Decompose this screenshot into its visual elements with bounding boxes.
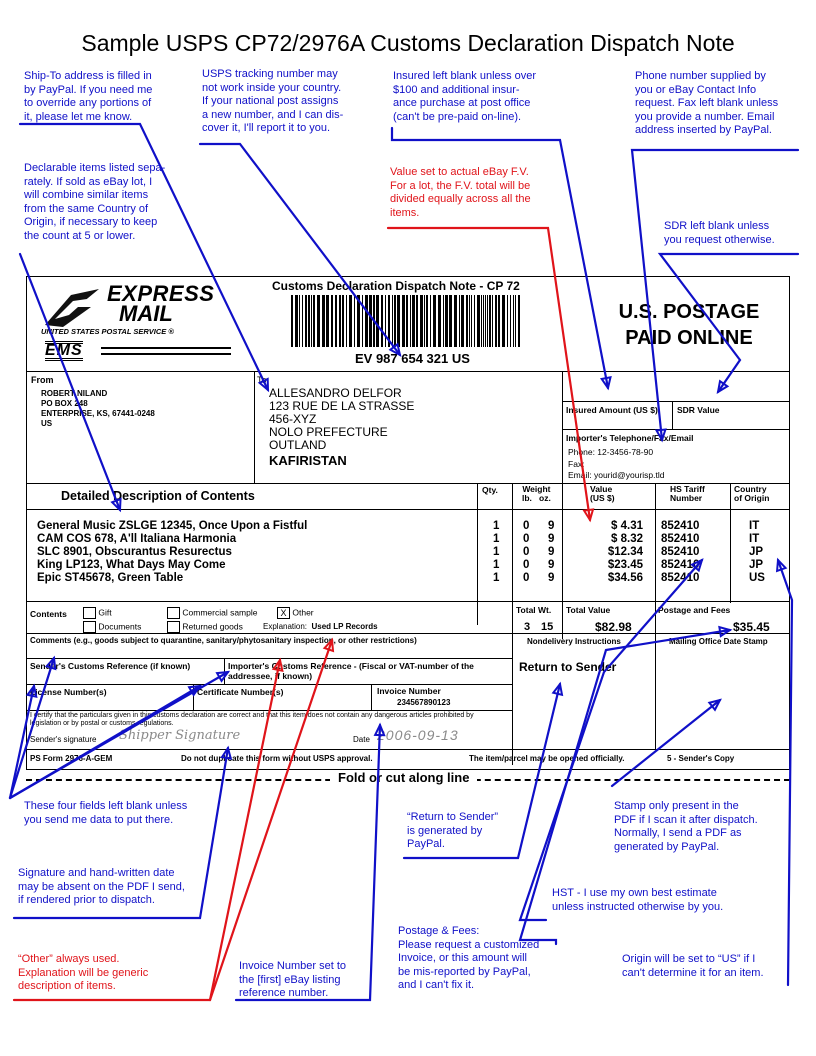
cell-lb: 0 — [523, 559, 530, 571]
cell-value: $34.56 — [607, 572, 643, 584]
opened-officially: The item/parcel may be opened officially. — [469, 754, 625, 763]
text-line: generated by PayPal. — [614, 840, 720, 853]
other-label: Other — [292, 607, 314, 618]
cell-value: $23.45 — [607, 559, 643, 571]
cell-country: IT — [749, 520, 760, 532]
text-line: Insured left blank unless over — [393, 70, 537, 82]
text-line: 123 RUE DE LA STRASSE — [269, 399, 415, 413]
importer-email: Email: yourid@yourisp.tld — [568, 470, 665, 480]
blue-arrows — [10, 124, 798, 1000]
text-line: 456-XYZ — [269, 412, 317, 426]
cell-country: JP — [749, 559, 764, 571]
form-header-title: Customs Declaration Dispatch Note - CP 72 — [272, 279, 520, 293]
postage-fees-label: Postage and Fees — [658, 605, 731, 615]
cell-value: $12.34 — [607, 546, 643, 558]
cell-hs: 852410 — [661, 520, 700, 532]
explanation-value: Used LP Records — [311, 622, 378, 631]
invoice-number: 234567890123 — [397, 698, 451, 707]
cell-lb: 0 — [523, 533, 530, 545]
table-row: CAM COS 678, A'll Italiana Harmonia — [37, 533, 237, 545]
importer-ref-label: Importer's Customs Reference - (Fiscal or VAT-number of the addressee, if known) — [228, 661, 474, 681]
invoice-label: Invoice Number — [377, 686, 441, 696]
signature-value: Shipper Signature — [119, 728, 241, 743]
sender-ref-label: Sender's Customs Reference (if known) — [30, 661, 191, 671]
text-line: reference number. — [239, 987, 329, 999]
text-line: request. Fax left blank unless — [635, 97, 779, 109]
text-line: Please request a customized — [398, 938, 540, 951]
text-line: Invoice, or this amount will — [398, 952, 527, 964]
cell-qty: 1 — [493, 520, 500, 532]
total-lb: 3 — [524, 621, 531, 633]
arrow-value — [388, 228, 590, 520]
text-line: be mis-reported by PayPal, — [398, 965, 531, 978]
text-line: and I can't fix it. — [398, 979, 475, 991]
total-value-label: Total Value — [566, 605, 611, 615]
col-hs-sub: Number — [670, 493, 703, 503]
text-line: you send me data to put there. — [24, 813, 174, 826]
text-line: PDF if I scan it after dispatch. — [614, 813, 758, 826]
date-value: 2006-09-13 — [377, 727, 459, 743]
text-line: a new number, and I can dis- — [202, 108, 344, 121]
text-line: (can't be pre-paid on-line). — [393, 110, 522, 123]
cell-lb: 0 — [523, 572, 530, 584]
col-oz: oz. — [539, 493, 551, 503]
arrow-declarable — [20, 254, 120, 510]
text-line: address inserted by PayPal. — [635, 124, 772, 136]
comments-label: Comments (e.g., goods subject to quarantine, sanitary/phytosanitary inspection, or other restrictions) — [30, 636, 417, 645]
text-line: Normally, I send a PDF as — [614, 827, 742, 839]
text-line: description of items. — [18, 980, 116, 992]
arrow-stamp — [612, 700, 720, 786]
cell-qty: 1 — [493, 559, 500, 571]
fold-label: Fold or cut along line — [330, 770, 477, 785]
text-line: Explanation will be generic — [18, 966, 149, 979]
text-line: Declarable items listed sepa- — [24, 162, 166, 174]
explanation-label: Explanation: — [263, 622, 308, 631]
mailing-label: Mailing Office Date Stamp — [669, 637, 768, 646]
to-country: KAFIRISTAN — [269, 453, 347, 468]
text-line: Origin, if necessary to keep — [24, 216, 158, 228]
cell-oz: 9 — [548, 572, 555, 584]
cell-value: $ 8.32 — [611, 533, 643, 545]
col-value-title: Value — [590, 484, 613, 494]
logo-usps: UNITED STATES POSTAL SERVICE ® — [41, 327, 174, 336]
red-arrows — [14, 228, 593, 1000]
text-line: For a lot, the F.V. total will be — [390, 179, 531, 192]
logo-mail: MAIL — [119, 301, 173, 326]
text-line: USPS tracking number may — [202, 68, 338, 80]
cell-qty: 1 — [493, 572, 500, 584]
text-line: not work inside your country. — [202, 81, 342, 94]
arrow-other — [14, 640, 332, 1000]
text-line: Invoice Number set to — [239, 960, 346, 972]
text-line: to override any portions of — [24, 97, 152, 109]
text-line: by PayPal. If you need me — [24, 83, 153, 96]
arrow-return-sender — [404, 684, 560, 858]
cell-oz: 9 — [548, 520, 555, 532]
text-line: Value set to actual eBay F.V. — [390, 166, 529, 178]
text-line: Stamp only present in the — [614, 800, 739, 812]
postage-line-2: PAID ONLINE — [625, 327, 753, 349]
col-country-title: Country — [734, 484, 767, 494]
importer-phone: Phone: 12-3456-78-90 — [568, 447, 654, 457]
table-row: SLC 8901, Obscurantus Resurectus — [37, 546, 232, 558]
arrow-four-3 — [10, 686, 34, 798]
text-line: from the same Country of — [24, 202, 149, 215]
to-label: To — [257, 375, 267, 385]
text-line: ROBERT NILAND — [41, 389, 108, 398]
arrow-signature — [14, 748, 228, 918]
text-line: items. — [390, 206, 420, 219]
table-row: General Music ZSLGE 12345, Once Upon a Fistful — [37, 520, 308, 532]
total-weight-label: Total Wt. — [516, 605, 552, 615]
cell-oz: 9 — [548, 533, 555, 545]
certify-text: I certify that the particulars given in this customs declaration are correct and that this item does not contain any dangerous articles prohibited by legislation or by postal or customs regulations. — [30, 712, 474, 727]
text-line: the [first] eBay listing — [239, 973, 341, 986]
col-value-sub: (US $) — [590, 493, 615, 503]
returned-label: Returned goods — [182, 621, 243, 632]
cell-lb: 0 — [523, 546, 530, 558]
col-lb: lb. — [522, 493, 532, 503]
text-line: Origin will be set to “US” if I — [622, 953, 756, 965]
contents-label: Contents — [30, 609, 67, 619]
arrowhead — [112, 499, 120, 510]
cell-value: $ 4.31 — [611, 520, 643, 532]
documents-label: Documents — [98, 621, 142, 632]
cell-hs: 852410 — [661, 572, 700, 584]
text-line: is generated by — [407, 824, 483, 837]
table-row: King LP123, What Days May Come — [37, 559, 226, 571]
text-line: $100 and additional insur- — [393, 83, 520, 96]
importer-label: Importer's Telephone/Fax/Email — [566, 433, 694, 443]
from-label: From — [31, 375, 54, 385]
text-line: OUTLAND — [269, 438, 327, 452]
text-line: may be absent on the PDF I send, — [18, 880, 185, 893]
arrow-phone — [632, 150, 798, 440]
text-line: it, please let me know. — [24, 110, 133, 123]
license-label: License Number(s) — [30, 687, 107, 697]
sdr-label: SDR Value — [677, 405, 720, 415]
cell-hs: 852410 — [661, 559, 700, 571]
cell-qty: 1 — [493, 533, 500, 545]
insured-label: Insured Amount (US $) — [566, 405, 658, 415]
text-line: “Return to Sender” — [407, 811, 499, 823]
nondelivery-label: Nondelivery Instructions — [527, 637, 621, 646]
postage-line-1: U.S. POSTAGE — [618, 301, 760, 323]
text-line: If your national post assigns — [202, 95, 339, 107]
col-qty: Qty. — [482, 485, 498, 495]
text-line: PO BOX 248 — [41, 399, 88, 408]
col-description: Detailed Description of Contents — [61, 489, 255, 503]
arrow-four-4 — [10, 686, 200, 798]
arrowhead — [217, 672, 228, 681]
cell-hs: 852410 — [661, 546, 700, 558]
logo-express: EXPRESS — [107, 281, 215, 306]
col-weight-title: Weight — [522, 484, 551, 494]
do-not-duplicate: Do not duplicate this form without USPS approval. — [181, 754, 373, 763]
arrow-other-2 — [210, 660, 280, 1000]
importer-fax: Fax: — [568, 458, 585, 469]
cell-country: JP — [749, 546, 764, 558]
text-line: ALLESANDRO DELFOR — [269, 386, 402, 400]
text-line: These four fields left blank unless — [24, 800, 188, 812]
text-line: HST - I use my own best estimate — [552, 887, 717, 899]
gift-label: Gift — [98, 607, 112, 618]
text-line: Postage & Fees: — [398, 925, 480, 937]
text-line: US — [41, 419, 53, 428]
cell-oz: 9 — [548, 546, 555, 558]
text-line: you request otherwise. — [664, 233, 775, 246]
logo-ems: EMS — [45, 342, 83, 359]
col-hs-title: HS Tariff — [670, 484, 705, 494]
certificate-label: Certificate Number(s) — [197, 687, 284, 697]
total-oz: 15 — [541, 621, 554, 633]
commercial-label: Commercial sample — [182, 607, 258, 618]
signature-label: Sender's signature — [30, 735, 97, 744]
text-line: “Other” always used. — [18, 953, 120, 965]
text-line: cover it, I'll report it to you. — [202, 122, 331, 134]
other-checkbox[interactable]: X — [277, 607, 290, 619]
text-line: divided equally across all the — [390, 193, 531, 205]
text-line: SDR left blank unless — [664, 220, 770, 232]
col-country-sub: of Origin — [734, 493, 770, 503]
arrowhead — [325, 640, 333, 651]
text-line: you or eBay Contact Info — [635, 83, 757, 96]
arrowhead — [260, 379, 268, 390]
cell-oz: 9 — [548, 559, 555, 571]
senders-copy: 5 - Sender's Copy — [667, 754, 735, 763]
page-title: Sample USPS CP72/2976A Customs Declaration Dispatch Note — [81, 30, 735, 56]
text-line: ENTERPRISE, KS, 67441-0248 — [41, 409, 155, 418]
arrow-tracking — [200, 144, 400, 355]
arrowhead — [47, 658, 56, 669]
cell-lb: 0 — [523, 520, 530, 532]
ps-form: PS Form 2976-A-GEM — [30, 754, 113, 763]
arrow-origin — [778, 560, 792, 985]
text-line: ance purchase at post office — [393, 97, 531, 109]
cell-hs: 852410 — [661, 533, 700, 545]
text-line: Ship-To address is filled in — [24, 70, 152, 82]
cell-country: US — [749, 572, 765, 584]
text-line: if rendered prior to dispatch. — [18, 894, 155, 906]
text-line: Signature and hand-written date — [18, 867, 175, 879]
arrow-sdr — [660, 254, 798, 392]
text-line: Phone number supplied by — [635, 70, 766, 82]
table-row: Epic ST45678, Green Table — [37, 572, 184, 584]
text-line: will combine similar items — [24, 189, 149, 201]
arrowhead — [777, 560, 785, 571]
text-line: rately. If sold as eBay lot, I — [24, 175, 153, 188]
return-to-sender: Return to Sender — [519, 660, 617, 674]
postage-fees: $35.45 — [733, 620, 770, 634]
arrow-postage — [520, 630, 730, 944]
text-line: the count at 5 or lower. — [24, 229, 136, 242]
text-line: NOLO PREFECTURE — [269, 425, 388, 439]
cell-country: IT — [749, 533, 760, 545]
text-line: PayPal. — [407, 838, 445, 850]
text-line: unless instructed otherwise by you. — [552, 900, 724, 913]
text-line: you provide a number. Email — [635, 110, 775, 123]
cell-qty: 1 — [493, 546, 500, 558]
total-value: $82.98 — [595, 620, 632, 634]
tracking-number: EV 987 654 321 US — [355, 351, 470, 366]
date-label: Date — [353, 735, 370, 744]
text-line: can't determine it for an item. — [622, 966, 764, 979]
arrow-insured — [392, 128, 608, 388]
